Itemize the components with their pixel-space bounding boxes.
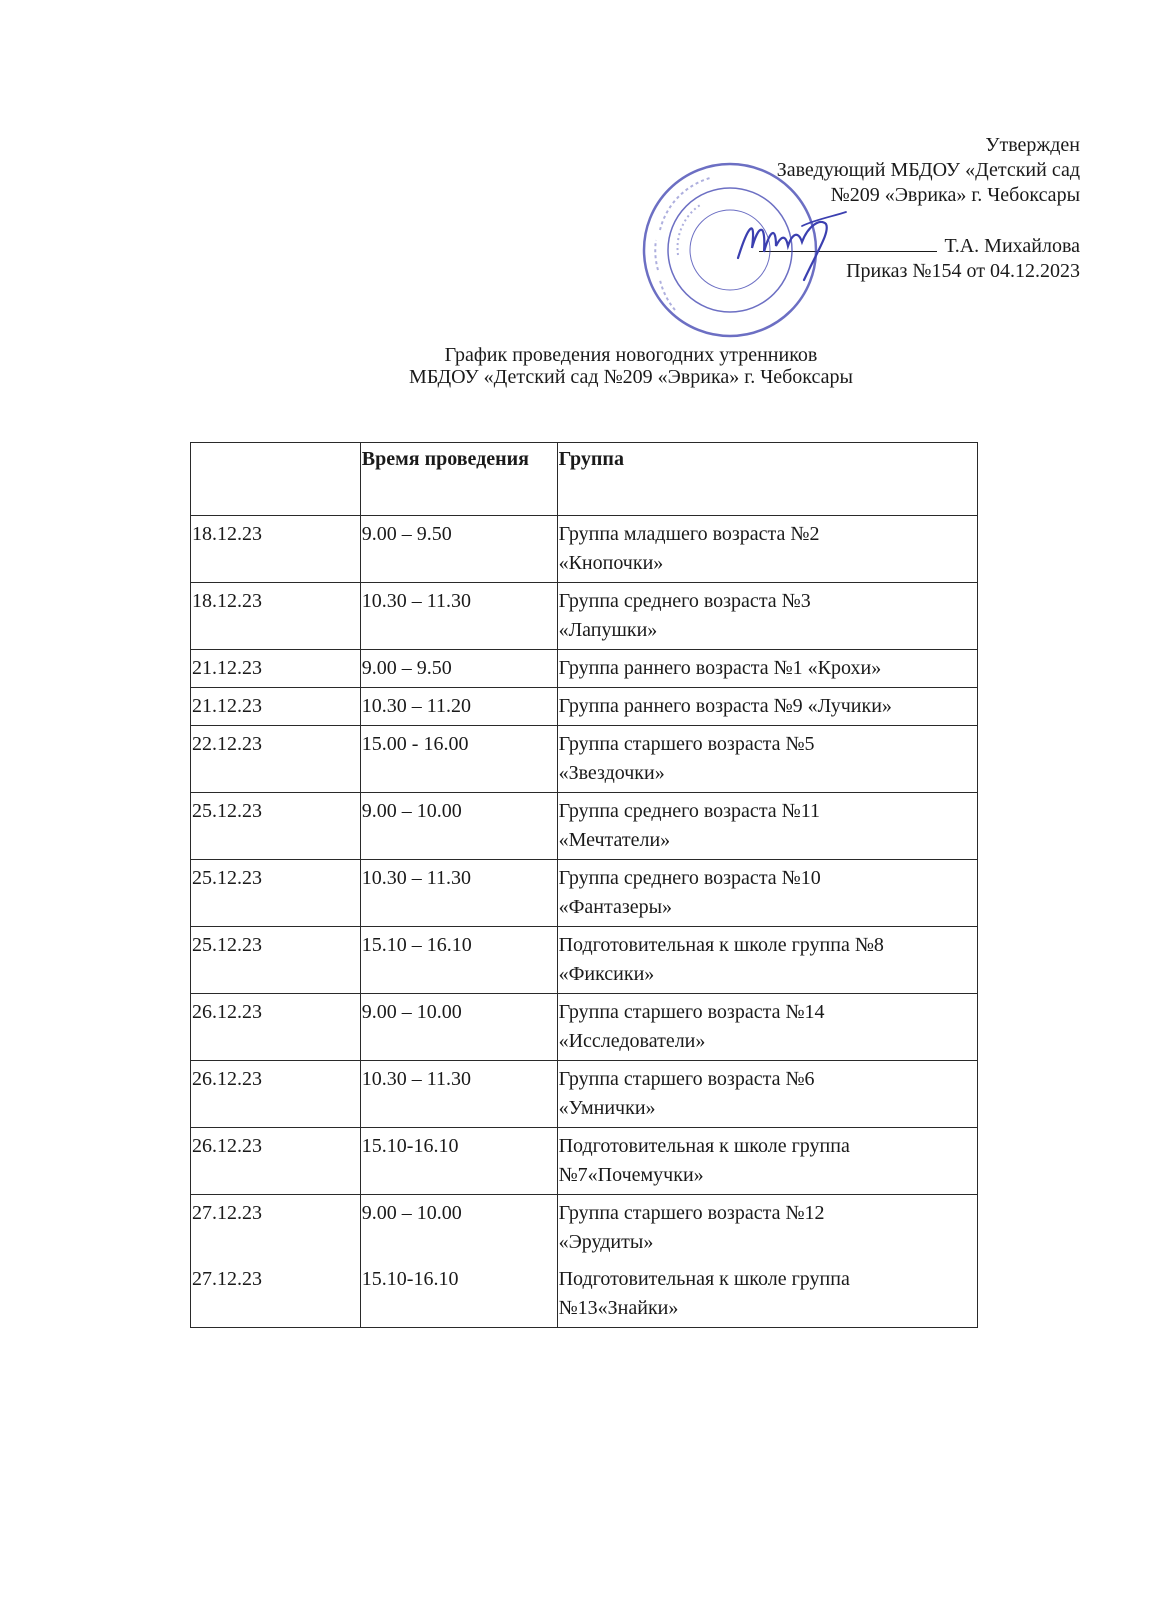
- group-name-line-2: «Фиксики»: [558, 963, 655, 985]
- table-row: [191, 860, 978, 927]
- group-name-line-2: «Кнопочки»: [558, 552, 664, 574]
- date-cell: 25.12.23: [191, 793, 361, 860]
- table-row: [191, 1261, 978, 1328]
- date-cell: 26.12.23: [191, 1061, 361, 1128]
- group-name-line-1: Группа среднего возраста №11: [558, 800, 821, 822]
- date-cell: 26.12.23: [191, 994, 361, 1061]
- table-row: [191, 1128, 978, 1195]
- approval-organization: №209 «Эврика» г. Чебоксары: [830, 184, 1080, 206]
- group-name-line-1: Подготовительная к школе группа: [558, 1135, 850, 1157]
- title-line-1: График проведения новогодних утренников: [444, 344, 818, 366]
- time-cell: 10.30 – 11.20: [360, 688, 557, 726]
- date-cell: 21.12.23: [191, 650, 361, 688]
- header-date: [191, 443, 361, 516]
- group-name-line-2: «Звездочки»: [558, 762, 665, 784]
- group-cell: [557, 1061, 977, 1128]
- table-row: [191, 516, 978, 583]
- date-cell: 22.12.23: [191, 726, 361, 793]
- date-cell: 25.12.23: [191, 927, 361, 994]
- table-row: [191, 994, 978, 1061]
- group-name-line-1: Группа старшего возраста №12: [558, 1202, 825, 1224]
- group-name-line-1: Группа среднего возраста №10: [558, 867, 821, 889]
- group-name-line-1: Группа раннего возраста №1 «Крохи»: [558, 657, 882, 679]
- group-cell: [557, 516, 977, 583]
- group-cell: [557, 688, 977, 726]
- group-name-line-2: «Фантазеры»: [558, 896, 673, 918]
- date-cell: 27.12.23: [191, 1261, 361, 1328]
- date-cell: 18.12.23: [191, 583, 361, 650]
- group-name-line-1: Группа старшего возраста №14: [558, 1001, 825, 1023]
- schedule-table: [190, 442, 978, 1328]
- group-cell: [557, 793, 977, 860]
- group-name-line-1: Группа младшего возраста №2: [558, 523, 820, 545]
- group-cell: [557, 1128, 977, 1195]
- time-cell: 15.00 - 16.00: [360, 726, 557, 793]
- table-row: [191, 583, 978, 650]
- approval-signer: Т.А. Михайлова: [944, 235, 1080, 257]
- group-name-line-1: Подготовительная к школе группа: [558, 1268, 850, 1290]
- time-cell: 15.10-16.10: [360, 1261, 557, 1328]
- group-cell: [557, 994, 977, 1061]
- group-cell: [557, 927, 977, 994]
- time-cell: 9.00 – 9.50: [360, 650, 557, 688]
- group-name-line-1: Группа старшего возраста №6: [558, 1068, 815, 1090]
- table-row: [191, 927, 978, 994]
- group-name-line-1: Подготовительная к школе группа №8: [558, 934, 884, 956]
- table-row: [191, 793, 978, 860]
- group-cell: [557, 1261, 977, 1328]
- header-group: Группа: [557, 443, 977, 516]
- date-cell: 18.12.23: [191, 516, 361, 583]
- time-cell: 9.00 – 10.00: [360, 994, 557, 1061]
- handwritten-signature-icon: [730, 196, 850, 286]
- group-name-line-2: «Лапушки»: [558, 619, 658, 641]
- group-cell: [557, 860, 977, 927]
- table-row: [191, 726, 978, 793]
- time-cell: 10.30 – 11.30: [360, 583, 557, 650]
- table-row: [191, 688, 978, 726]
- approval-order: Приказ №154 от 04.12.2023: [846, 260, 1080, 282]
- title-line-2: МБДОУ «Детский сад №209 «Эврика» г. Чебоксары: [409, 366, 853, 388]
- group-cell: [557, 650, 977, 688]
- group-name-line-1: Группа старшего возраста №5: [558, 733, 815, 755]
- date-cell: 27.12.23: [191, 1195, 361, 1262]
- date-cell: 26.12.23: [191, 1128, 361, 1195]
- time-cell: 10.30 – 11.30: [360, 1061, 557, 1128]
- time-cell: 9.00 – 10.00: [360, 1195, 557, 1262]
- header-time: Время проведения: [360, 443, 557, 516]
- group-cell: [557, 1195, 977, 1262]
- approval-heading: Утвержден: [985, 134, 1080, 156]
- table-header-row: [191, 443, 978, 516]
- group-name-line-2: «Мечтатели»: [558, 829, 671, 851]
- document-title: [0, 344, 1162, 388]
- time-cell: 10.30 – 11.30: [360, 860, 557, 927]
- table-row: [191, 1195, 978, 1262]
- group-name-line-2: №7«Почемучки»: [558, 1164, 704, 1186]
- group-name-line-2: «Эрудиты»: [558, 1231, 654, 1253]
- group-cell: [557, 583, 977, 650]
- group-name-line-2: «Исследователи»: [558, 1030, 706, 1052]
- group-name-line-2: «Умнички»: [558, 1097, 656, 1119]
- date-cell: 21.12.23: [191, 688, 361, 726]
- date-cell: 25.12.23: [191, 860, 361, 927]
- approval-position: Заведующий МБДОУ «Детский сад: [776, 159, 1080, 181]
- group-name-line-1: Группа раннего возраста №9 «Лучики»: [558, 695, 892, 717]
- group-name-line-2: №13«Знайки»: [558, 1297, 679, 1319]
- time-cell: 9.00 – 9.50: [360, 516, 557, 583]
- time-cell: 15.10-16.10: [360, 1128, 557, 1195]
- group-name-line-1: Группа среднего возраста №3: [558, 590, 811, 612]
- time-cell: 15.10 – 16.10: [360, 927, 557, 994]
- time-cell: 9.00 – 10.00: [360, 793, 557, 860]
- group-cell: [557, 726, 977, 793]
- table-row: [191, 1061, 978, 1128]
- table-row: [191, 650, 978, 688]
